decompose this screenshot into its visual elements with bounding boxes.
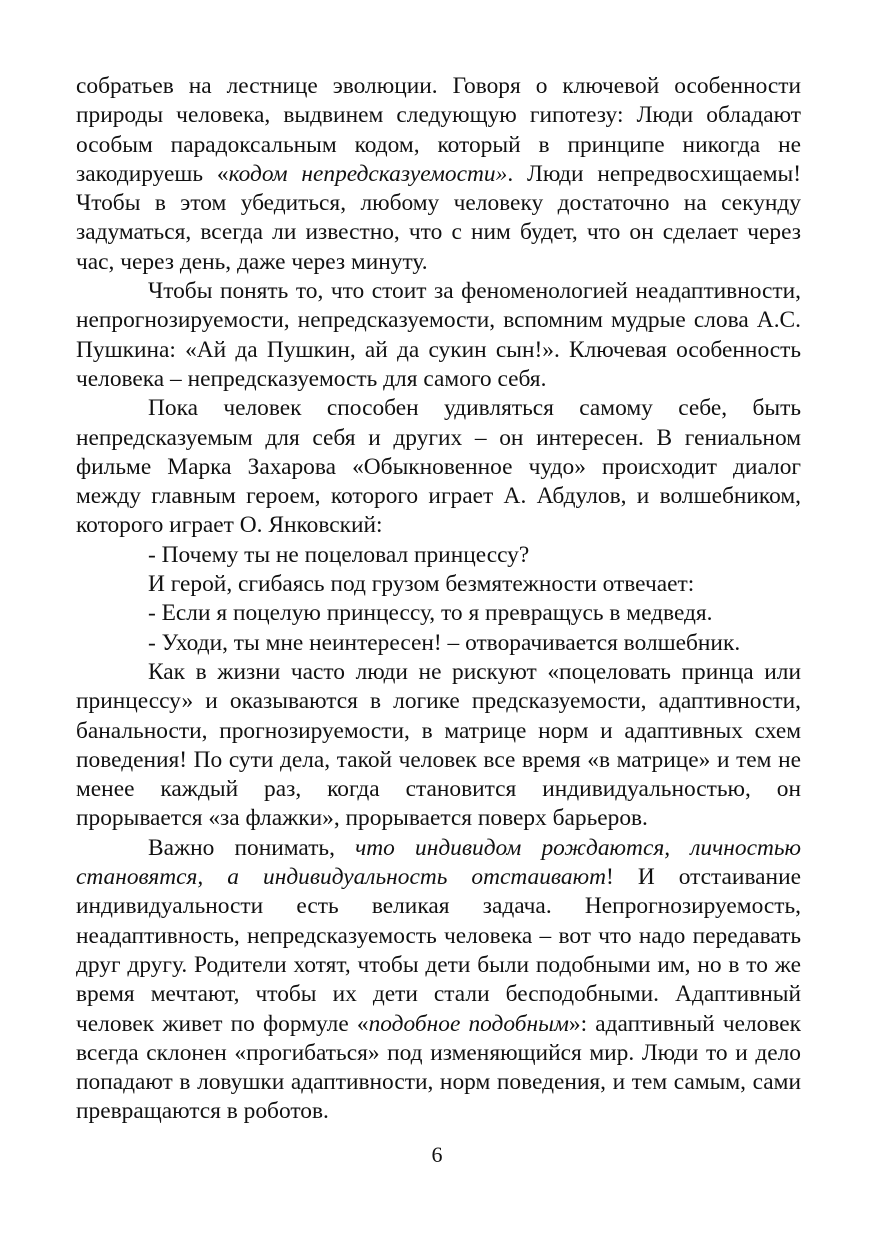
- dialog-line-2: - Если я поцелую принцессу, то я превращусь в медведя.: [148, 600, 713, 627]
- page-number: 6: [431, 1142, 443, 1167]
- paragraph-9-text-b: ! И отстаивание индивидуальности есть великая задача. Непрогнозируемость, неадаптивность, непредсказуемость человека – вот что надо передавать друг другу. Родители хотят, чтобы дети были подобными им, но в то же время мечтают, чтобы их дети стали бесподобными. Адаптивный человек живет по формуле «: [76, 864, 801, 1037]
- dialog-narration: И герой, сгибаясь под грузом безмятежности отвечает:: [148, 571, 695, 598]
- paragraph-1-text-a: собратьев на лестнице эволюции. Говоря о ключевой особенности природы человека, выдвинем следующую гипотезу: Люди обладают особым парадоксальным кодом, который в принципе никогда не закодируешь «: [76, 73, 801, 187]
- paragraph-1: [76, 72, 801, 277]
- paragraph-8: Как в жизни часто люди не рискуют «поцеловать принца или принцессу» и оказываются в логике предсказуемости, адаптивности, банальности, прогнозируемости, в матрице норм и адаптивных схем поведения! По сути дела, такой человек все время «в матрице» и тем не менее каждый раз, когда становится индивидуальностью, он прорывается «за флажки», прорывается поверх барьеров.: [76, 658, 801, 832]
- paragraph-2: Чтобы понять то, что стоит за феноменологией неадаптивности, непрогнозируемости, непредсказуемости, вспомним мудрые слова А.С. Пушкина: «Ай да Пушкин, ай да сукин сын!». Ключевая особенность человека – непредсказуемость для самого себя.: [76, 278, 801, 392]
- paragraph-1-italic: кодом непредсказуемости»: [228, 160, 508, 187]
- page-body: [76, 72, 801, 1127]
- dialog-line-3: - Уходи, ты мне неинтересен! – отворачивается волшебник.: [148, 629, 741, 656]
- paragraph-3: Пока человек способен удивляться самому себе, быть непредсказуемым для себя и других – он интересен. В гениальном фильме Марка Захарова «Обыкновенное чудо» происходит диалог между главным героем, которого играет А. Абдулов, и волшебником, которого играет О. Янковский:: [76, 395, 801, 539]
- paragraph-9-italic-b: подобное подобным: [368, 1010, 569, 1037]
- paragraph-9-text-c: »: адаптивный человек всегда склонен «прогибаться» под изменяющийся мир. Люди то и дело попадают в ловушки адаптивности, норм поведения, и тем самым, сами превращаются в роботов.: [76, 1010, 801, 1125]
- paragraph-9-italic-a: что индивидом рождаются, личностью становятся, а индивидуальность отстаивают: [76, 834, 801, 891]
- paragraph-1-text-b: . Люди непредвосхищаемы! Чтобы в этом убедиться, любому человеку достаточно на секунду задуматься, всегда ли известно, что с ним будет, что он сделает через час, через день, даже через минуту.: [76, 160, 801, 275]
- paragraph-9: [76, 834, 801, 1127]
- paragraph-9-text-a: Важно понимать,: [148, 834, 356, 861]
- dialog-line-1: - Почему ты не поцеловал принцессу?: [148, 541, 530, 568]
